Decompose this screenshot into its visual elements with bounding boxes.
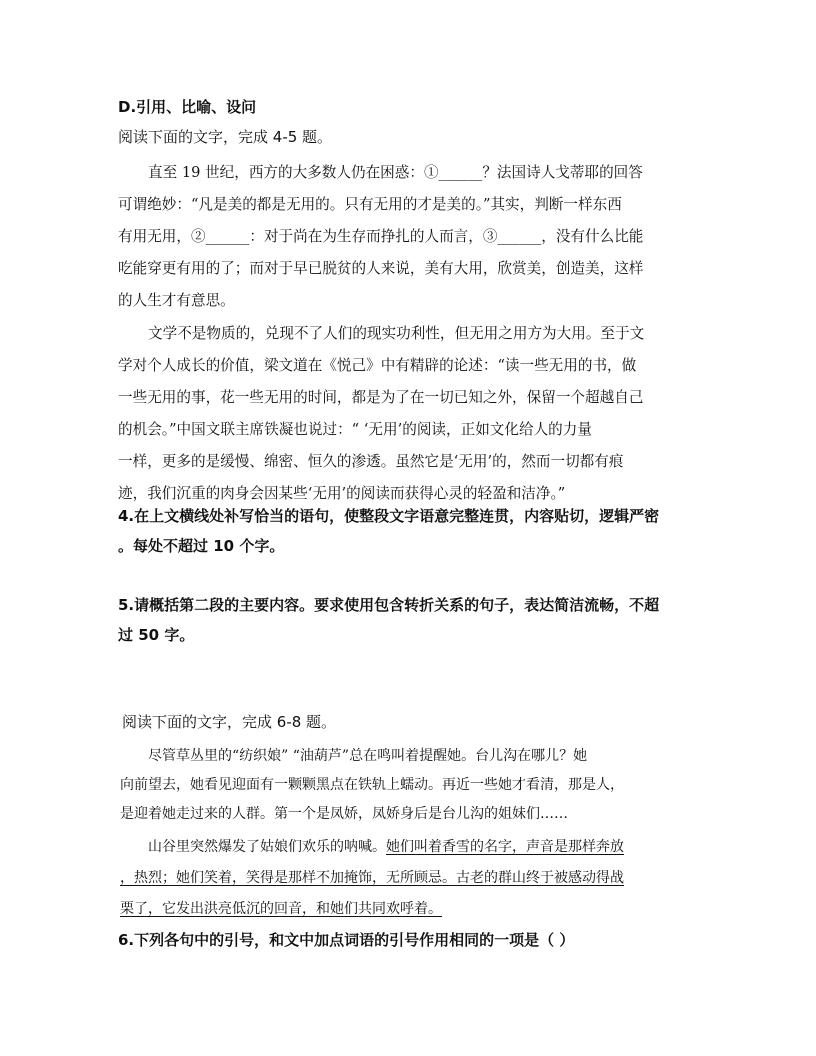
passage-1-line: 学对个人成长的价值，梁文道在《悦己》中有精辟的论述：“读一些无用的书，做 [118, 357, 637, 374]
passage-2-line: 向前望去，她看见迎面有一颗颗黑点在铁轨上蠕动。再近一些她才看清，那是人， [120, 777, 624, 793]
passage-1-line: 有用无用，②______：对于尚在为生存而挣扎的人而言，③______，没有什么比能 [118, 228, 644, 245]
passage-2-line: 尽管草丛里的“纺织娘” “油葫芦”总在鸣叫着提醒她。台儿沟在哪儿？她 [148, 748, 588, 764]
passage-1-line: 文学不是物质的，兑现不了人们的现实功利性，但无用之用方为大用。至于文 [148, 325, 645, 342]
passage-1-line: 可谓绝妙：“凡是美的都是无用的。只有无用的才是美的。”其实，判断一样东西 [118, 196, 622, 213]
passage-1-line: 直至 19 世纪，西方的大多数人仍在困惑：①______？法国诗人戈蒂耶的回答 [148, 164, 643, 181]
passage-1-line: 吃能穿更有用的了；而对于早已脱贫的人来说，美有大用，欣赏美，创造美，这样 [118, 260, 644, 277]
passage-1-line: 迹，我们沉重的肉身会因某些‘无用’的阅读而获得心灵的轻盈和洁净。” [118, 485, 566, 502]
passage-1-line: 的机会。”中国文联主席铁凝也说过：“ ‘无用’的阅读，正如文化给人的力量 [118, 421, 592, 438]
underlined-text: ，热烈；她们笑着，笑得是那样不加掩饰，无所顾忌。古老的群山终于被感动得战 [120, 870, 624, 886]
question-4: 4.在上文横线处补写恰当的语句，使整段文字语意完整连贯，内容贴切，逻辑严密 [118, 507, 660, 525]
question-5: 5.请概括第二段的主要内容。要求使用包含转折关系的句子，表达简洁流畅，不超 [118, 596, 660, 614]
question-5: 过 50 字。 [118, 626, 195, 644]
passage-1-line: 一样，更多的是缓慢、绵密、恒久的渗透。虽然它是‘无用’的，然而一切都有痕 [118, 453, 624, 470]
passage-1-line: 一些无用的事，花一些无用的时间，都是为了在一切已知之外，保留一个超越自己 [118, 389, 644, 406]
question-6: 6.下列各句中的引号，和文中加点词语的引号作用相同的一项是（ ） [118, 931, 575, 949]
passage-2-line [148, 836, 624, 856]
underlined-text: 她们叫着香雪的名字，声音是那样奔放 [386, 839, 624, 855]
passage-2-line: 是迎着她走过来的人群。第一个是凤娇，凤娇身后是台儿沟的姐妹们…… [120, 806, 568, 822]
question-4: 。每处不超过 10 个字。 [118, 537, 285, 555]
option-d: D.引用、比喻、设问 [118, 98, 257, 116]
passage-1-line: 的人生才有意思。 [118, 292, 235, 309]
passage-2-lead: 山谷里突然爆发了姑娘们欢乐的呐喊。 [148, 839, 386, 855]
reading-prompt-4-5: 阅读下面的文字，完成 4-5 题。 [118, 128, 333, 146]
reading-prompt-6-8: 阅读下面的文字，完成 6-8 题。 [122, 713, 337, 731]
underlined-text: 栗了，它发出洪亮低沉的回音，和她们共同欢呼着。 [120, 901, 442, 917]
